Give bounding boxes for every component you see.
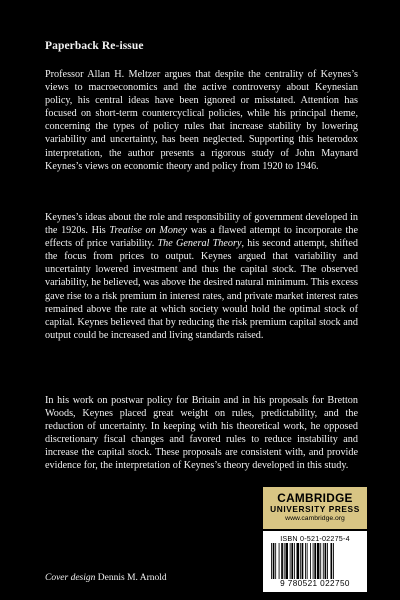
paragraph-2-text-a: Keynes’s ideas about the role and responsibility of government developed in the 1920s. His bbox=[45, 212, 358, 237]
book-title-treatise: Treatise on Money bbox=[109, 225, 188, 237]
cover-credit-label: Cover design bbox=[45, 573, 96, 583]
barcode-number: 9 780521 022750 bbox=[280, 579, 350, 588]
barcode-icon bbox=[270, 543, 360, 579]
publisher-url: www.cambridge.org bbox=[285, 515, 345, 522]
barcode-panel bbox=[263, 531, 367, 592]
cover-credit-name: Dennis M. Arnold bbox=[95, 573, 167, 583]
description-paragraph-3: In his work on postwar policy for Britain and in his proposals for Bretton Woods, Keynes placed great weight on rules, predictability, and the reduction of uncertainty. In keeping with his theoretical work, he opposed discretionary fiscal changes and favored rules to reduce instability and increase the capital stock. These proposals are consistent with, and provide evidence for, the interpretation of Keynes’s theory developed in this study. bbox=[45, 395, 358, 472]
publisher-name: CAMBRIDGE bbox=[277, 491, 353, 505]
publisher-logo bbox=[263, 487, 367, 529]
book-title-general-theory: The General Theory bbox=[157, 238, 242, 250]
cover-credit bbox=[45, 573, 167, 583]
section-heading: Paperback Re-issue bbox=[45, 40, 144, 52]
publisher-subtitle: UNIVERSITY PRESS bbox=[270, 504, 360, 514]
description-paragraph-1: Professor Allan H. Meltzer argues that despite the centrality of Keynes’s views to macroeconomics and the active controversy about Keynesian policy, his central ideas have been ignored or misstated. Attention has focused on short-term countercyclical policies, while his principal theme, concerning the types of policy rules that increase stability by lowering variability and uncertainty, has been neglected. Supporting this heterodox interpretation, the author presents a rigorous study of John Maynard Keynes’s views on economic theory and policy from 1920 to 1946. bbox=[45, 69, 358, 172]
description-paragraph-2 bbox=[45, 211, 358, 342]
paragraph-2-text-e: , his second attempt, shifted the focus from prices to output. Keynes argued that variability and uncertainty lowered investment and thus the capital stock. The observed variability, he believed, was above the desired natural minimum. This excess gave rise to a risk premium in interest rates, and private market interest rates remained above the rate at which society would hold the optimal stock of capital. Keynes believed that by reducing the risk premium capital stock and output could be increased and living standards raised. bbox=[45, 238, 358, 341]
isbn-label: ISBN 0-521-02275-4 bbox=[280, 534, 350, 543]
paragraph-2-text-c: was a flawed attempt to incorporate the effects of price variability. bbox=[45, 225, 358, 250]
